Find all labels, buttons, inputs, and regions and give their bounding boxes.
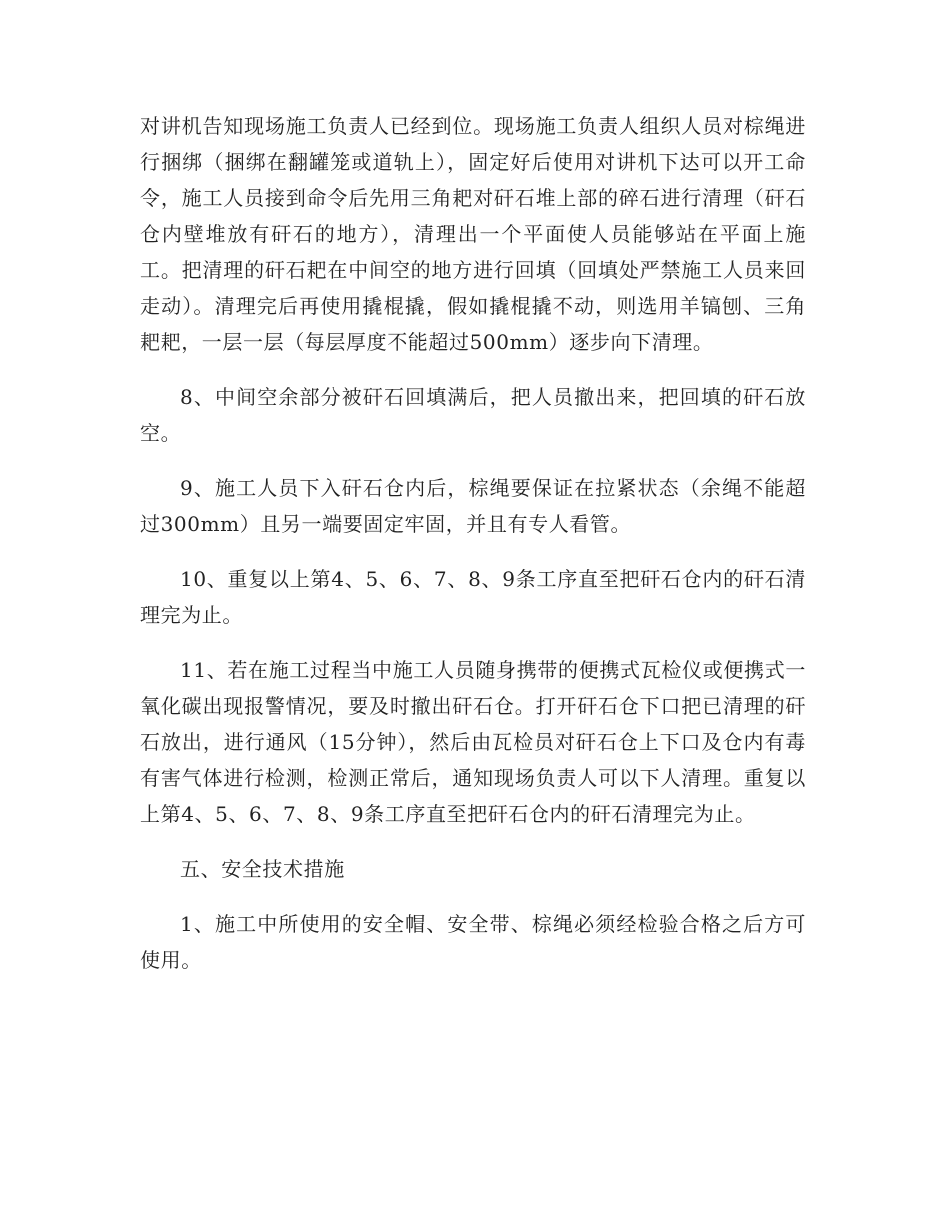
paragraph-item-9: 9、施工人员下入矸石仓内后，棕绳要保证在拉紧状态（余绳不能超过300mm）且另一端要固定牢固，并且有专人看管。 (140, 476, 806, 536)
paragraph-safety-item-1: 1、施工中所使用的安全帽、安全带、棕绳必须经检验合格之后方可使用。 (140, 912, 806, 972)
section-heading-safety-measures: 五、安全技术措施 (180, 857, 345, 881)
paragraph-continuation: 对讲机告知现场施工负责人已经到位。现场施工负责人组织人员对棕绳进行捆绑（捆绑在翻罐笼或道轨上），固定好后使用对讲机下达可以开工命令，施工人员接到命令后先用三角耙对矸石堆上部的碎石进行清理（矸石仓内壁堆放有矸石的地方），清理出一个平面使人员能够站在平面上施工。把清理的矸石耙在中间空的地方进行回填（回填处严禁施工人员来回走动）。清理完后再使用撬棍撬，假如撬棍撬不动，则选用羊镐刨、三角耙耙，一层一层（每层厚度不能超过500mm）逐步向下清理。 (140, 114, 806, 354)
document-body (140, 108, 806, 997)
paragraph-item-8: 8、中间空余部分被矸石回填满后，把人员撤出来，把回填的矸石放空。 (140, 385, 806, 445)
paragraph-item-10: 10、重复以上第4、5、6、7、8、9条工序直至把矸石仓内的矸石清理完为止。 (140, 567, 806, 627)
paragraph-item-11: 11、若在施工过程当中施工人员随身携带的便携式瓦检仪或便携式一氧化碳出现报警情况，要及时撤出矸石仓。打开矸石仓下口把已清理的矸石放出，进行通风（15分钟），然后由瓦检员对矸石仓上下口及仓内有毒有害气体进行检测，检测正常后，通知现场负责人可以下人清理。重复以上第4、5、6、7、8、9条工序直至把矸石仓内的矸石清理完为止。 (140, 658, 806, 826)
